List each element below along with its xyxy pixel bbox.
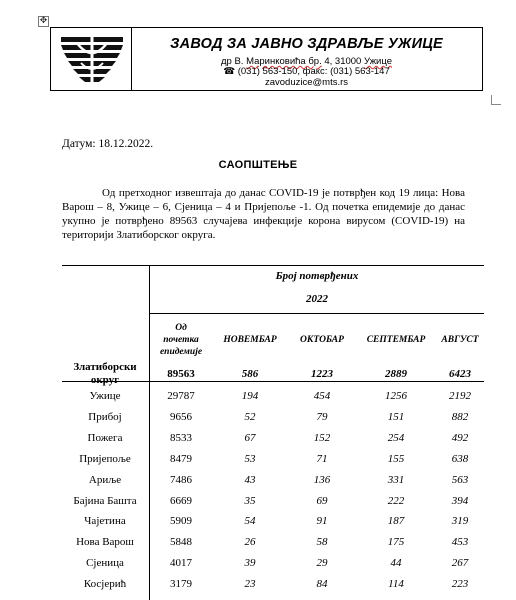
table-cell: 3179 <box>170 578 192 590</box>
table-cell: 9656 <box>170 411 192 423</box>
table-cell: 4017 <box>170 557 192 569</box>
column-header-october: ОКТОБАР <box>300 335 344 345</box>
total-cell: 586 <box>241 368 259 380</box>
date-line: Датум: 18.12.2022. <box>62 138 154 150</box>
row-label-region: Ариље <box>88 474 122 486</box>
table-cell: 453 <box>451 536 469 548</box>
table-cell: 58 <box>316 536 328 548</box>
column-header-november: НОВЕМБАР <box>223 335 277 345</box>
table-cell: 454 <box>313 390 331 402</box>
table-cell: 563 <box>451 474 469 486</box>
table-group-rule <box>150 313 484 314</box>
table-cell: 319 <box>451 515 469 527</box>
table-cell: 84 <box>316 578 328 590</box>
table-cell: 54 <box>244 515 256 527</box>
table-cell: 638 <box>451 453 469 465</box>
row-label-region: Ужице <box>89 390 121 402</box>
row-label-region: Пријепоље <box>79 453 131 465</box>
col-first-line-3: епидемије <box>159 347 203 357</box>
table-cell: 53 <box>244 453 256 465</box>
table-cell: 136 <box>313 474 331 486</box>
table-cell: 194 <box>241 390 259 402</box>
total-cell: 1223 <box>311 368 333 380</box>
table-cell: 39 <box>244 557 256 569</box>
table-cell: 267 <box>451 557 469 569</box>
address-prefix: др В. <box>221 56 247 67</box>
phone-line <box>133 66 480 77</box>
table-cell: 492 <box>451 432 469 444</box>
table-cell: 91 <box>316 515 328 527</box>
table-year: 2022 <box>306 293 328 305</box>
institute-logo <box>59 33 125 85</box>
table-cell: 155 <box>387 453 405 465</box>
total-cell: 89563 <box>167 368 195 380</box>
table-cell: 2192 <box>449 390 471 402</box>
table-cell: 187 <box>387 515 405 527</box>
table-move-handle-icon[interactable]: ✥ <box>39 16 48 26</box>
column-header-september: СЕПТЕМБАР <box>366 335 426 345</box>
table-cell: 8479 <box>170 453 192 465</box>
margin-corner-mark <box>491 95 501 105</box>
header-divider <box>131 28 132 90</box>
row-label-region: Пожега <box>87 432 123 444</box>
row-label-total-line-2: округ <box>90 374 120 386</box>
table-cell: 152 <box>313 432 331 444</box>
table-cell: 7486 <box>170 474 192 486</box>
address-city: Ужице <box>363 56 392 67</box>
table-cell: 29787 <box>167 390 195 402</box>
table-cell: 114 <box>388 578 404 590</box>
table-cell: 254 <box>387 432 405 444</box>
table-cell: 5848 <box>170 536 192 548</box>
total-cell: 6423 <box>449 368 471 380</box>
table-cell: 35 <box>244 495 256 507</box>
table-cell: 1256 <box>385 390 407 402</box>
table-cell: 223 <box>451 578 469 590</box>
row-label-total <box>62 361 148 387</box>
row-label-region: Нова Варош <box>76 536 134 548</box>
table-cell: 44 <box>390 557 402 569</box>
column-header-august: АВГУСТ <box>441 335 479 345</box>
total-cell: 2889 <box>385 368 407 380</box>
col-first-line-1: Од <box>175 323 187 333</box>
table-cell: 71 <box>316 453 328 465</box>
row-label-total-line-1: Златиборски <box>73 361 137 373</box>
table-cell: 151 <box>387 411 405 423</box>
table-cell: 23 <box>244 578 256 590</box>
table-cell: 331 <box>387 474 405 486</box>
table-cell: 882 <box>451 411 469 423</box>
table-cell: 6669 <box>170 495 192 507</box>
address-middle: 4, 31000 <box>321 56 364 67</box>
table-cell: 79 <box>316 411 328 423</box>
table-cell: 69 <box>316 495 328 507</box>
document-title: САОПШТЕЊЕ <box>218 159 298 171</box>
table-vertical-rule <box>149 265 150 600</box>
row-label-region: Сјеница <box>86 557 124 569</box>
table-group-title: Број потврђених <box>275 270 359 282</box>
table-cell: 67 <box>244 432 256 444</box>
col-first-line-2: почетка <box>163 335 199 345</box>
table-cell: 26 <box>244 536 256 548</box>
table-cell: 43 <box>244 474 256 486</box>
row-label-region: Чајетина <box>84 515 126 527</box>
table-cell: 394 <box>451 495 469 507</box>
row-label-region: Косјерић <box>83 578 127 590</box>
row-label-region: Бајина Башта <box>73 495 137 507</box>
phone-icon: ☎ <box>223 66 236 77</box>
phone-fax-text: (031) 563-150, факс: (031) 563-147 <box>237 66 390 77</box>
address-street: Маринковића бр. <box>246 56 322 67</box>
row-label-region: Прибој <box>88 411 122 423</box>
column-header-since-start <box>155 322 207 358</box>
table-top-rule <box>62 265 484 266</box>
table-cell: 29 <box>316 557 328 569</box>
email-line: zavoduzice@mts.rs <box>264 77 349 88</box>
table-cell: 5909 <box>170 515 192 527</box>
announcement-paragraph: Од претходног извештаја до данас COVID-19 је потврђен код 19 лица: Нова Варош – 8, Ужице – 6, Сјеница – 4 и Пријепоље -1. Од почетка епидемије до данас укупно је потврђено 89563 случајева инфекције корона вирусом (COVID-19) на територији Златиборског округа. <box>62 187 465 241</box>
organization-name: ЗАВОД ЗА ЈАВНО ЗДРАВЉЕ УЖИЦЕ <box>170 36 443 52</box>
table-cell: 8533 <box>170 432 192 444</box>
table-cell: 222 <box>387 495 405 507</box>
letterhead <box>50 27 483 91</box>
table-cell: 52 <box>244 411 256 423</box>
table-cell: 175 <box>387 536 405 548</box>
